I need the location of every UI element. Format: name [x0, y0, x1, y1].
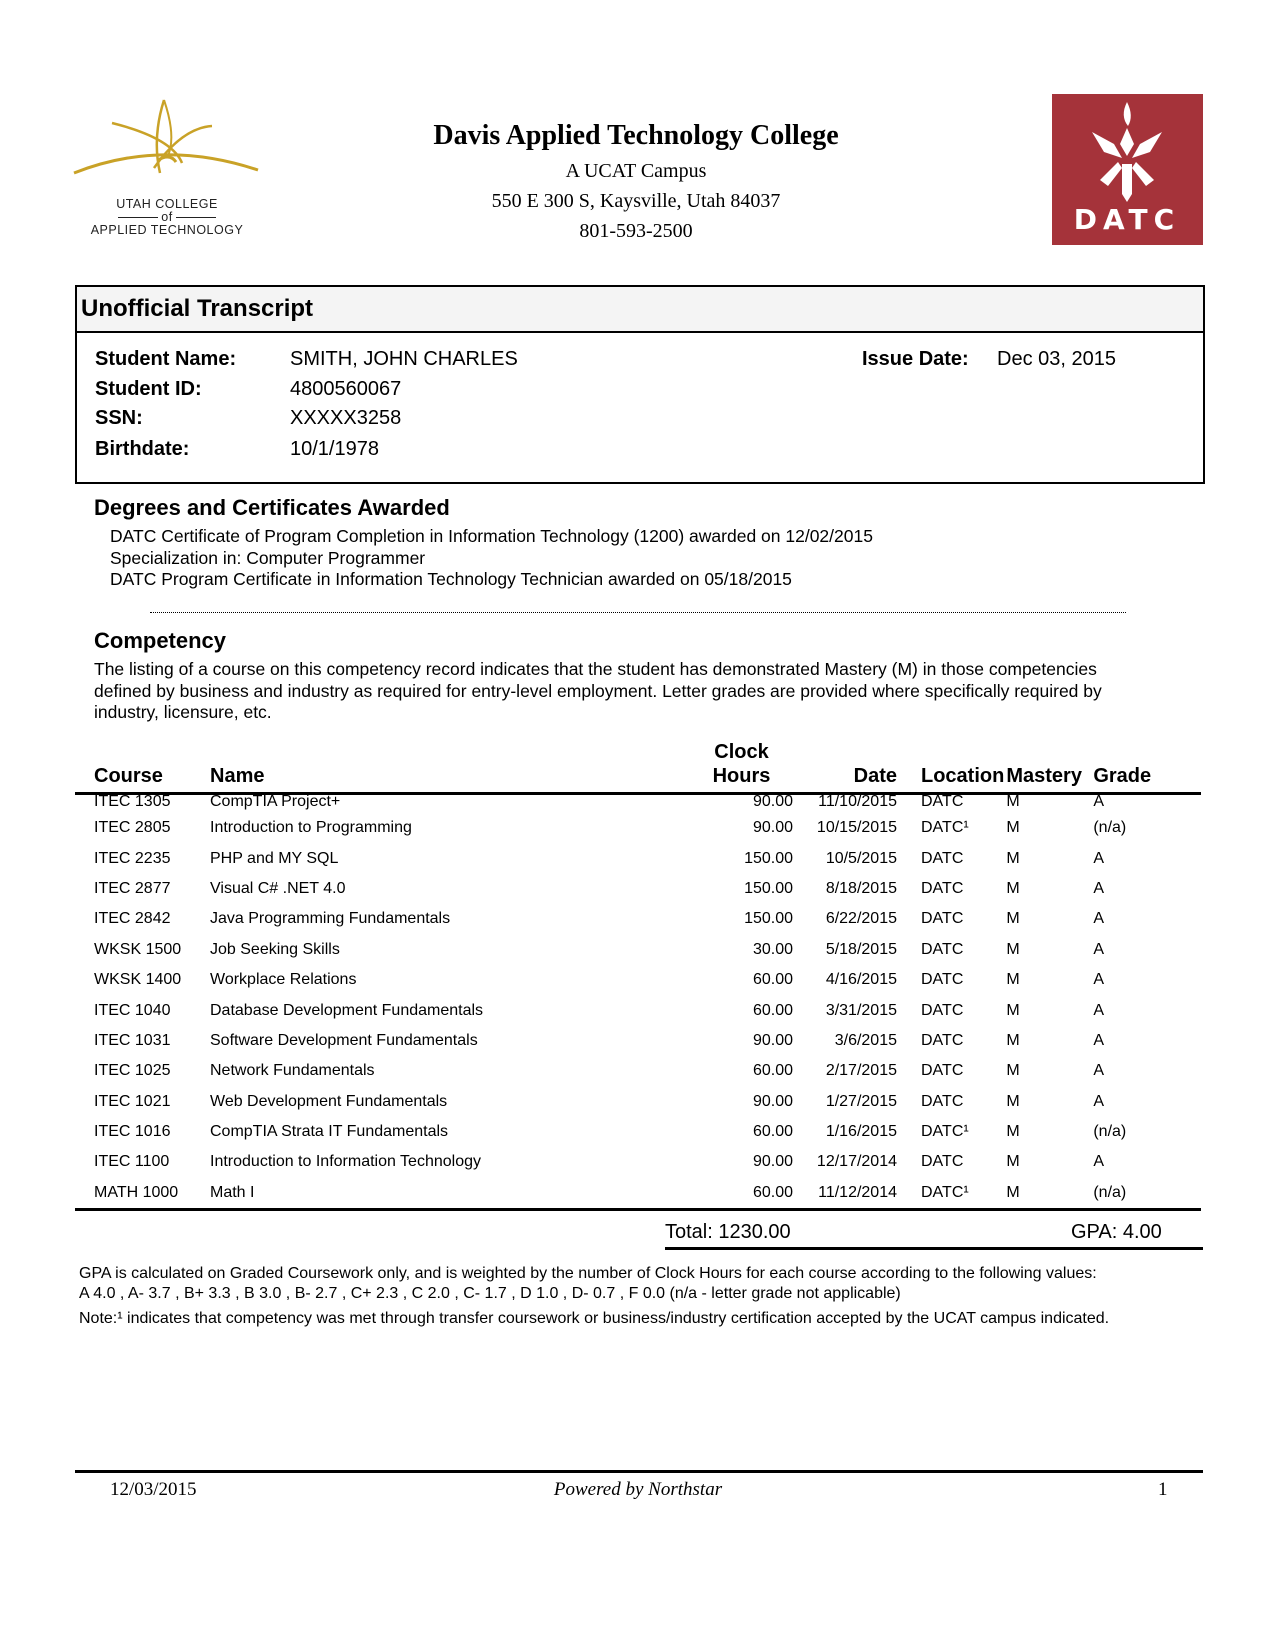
table-header-row: [75, 740, 1201, 794]
gpa-explanation: [79, 1264, 1097, 1304]
completion-date: 1/16/2015: [825, 1123, 897, 1141]
col-hours-bottom: Hours: [712, 765, 771, 787]
completion-date: 10/5/2015: [825, 849, 897, 867]
dotted-divider: [150, 612, 1126, 613]
grade: (n/a): [1093, 1123, 1127, 1141]
course-code: ITEC 1025: [94, 1062, 171, 1080]
completion-date: 4/16/2015: [825, 971, 897, 989]
course-name: CompTIA Strata IT Fundamentals: [210, 1123, 449, 1141]
course-name: Database Development Fundamentals: [210, 1001, 484, 1019]
course-name: Network Fundamentals: [210, 1062, 375, 1080]
clock-hours: 150.00: [744, 879, 793, 897]
course-code: ITEC 2842: [94, 910, 171, 928]
course-name: Visual C# .NET 4.0: [210, 879, 346, 897]
table-row: [75, 1178, 1201, 1210]
gpa-value: GPA: 4.00: [1071, 1221, 1162, 1243]
course-name: Math I: [210, 1178, 690, 1210]
clock-hours: 60.00: [752, 1062, 793, 1080]
grade: A: [1093, 1001, 1105, 1019]
location: DATC: [921, 1092, 964, 1110]
location: DATC¹: [897, 1178, 1004, 1210]
grade: A: [1093, 1092, 1105, 1110]
completion-date: 10/15/2015: [816, 819, 897, 837]
page-number: 1: [1158, 1479, 1168, 1500]
competency-line: defined by business and industry as required for entry-level employment. Letter grades are provided where specifically required by: [94, 680, 1102, 701]
student-id-value: 4800560067: [290, 378, 402, 400]
grade: A: [1093, 849, 1105, 867]
clock-hours: 90.00: [752, 1092, 793, 1110]
transcript-header: [77, 287, 1203, 333]
competency-heading: Competency: [94, 628, 227, 653]
completion-date: 3/6/2015: [834, 1031, 897, 1049]
table-row: [75, 1087, 1201, 1117]
col-hours: [690, 740, 793, 794]
datc-logo: [1052, 94, 1203, 245]
course-code: MATH 1000: [75, 1178, 210, 1210]
table-row: [75, 1056, 1201, 1086]
clock-hours: 60.00: [752, 971, 793, 989]
table-row: [75, 813, 1201, 843]
student-info-box: [75, 285, 1205, 484]
grade: A: [1093, 1062, 1105, 1080]
location: DATC: [921, 1031, 964, 1049]
clock-hours: 60.00: [690, 1178, 793, 1210]
col-mastery: Mastery: [1004, 740, 1093, 794]
birthdate-label: Birthdate:: [95, 438, 190, 460]
completion-date: 8/18/2015: [825, 879, 897, 897]
course-code: ITEC 1021: [94, 1092, 171, 1110]
mastery: M: [1006, 849, 1020, 867]
transcript-title: Unofficial Transcript: [81, 295, 314, 322]
col-name: Name: [210, 740, 690, 794]
totals-row: [665, 1221, 1203, 1250]
table-row: [75, 965, 1201, 995]
clock-hours: 30.00: [752, 940, 793, 958]
footnote: Note:¹ indicates that competency was met through transfer coursework or business/industry certification accepted by the UCAT campus indicated.: [79, 1310, 1110, 1327]
course-code: ITEC 1016: [94, 1123, 171, 1141]
student-id-label: Student ID:: [95, 378, 202, 400]
table-row: [75, 904, 1201, 934]
course-code: ITEC 1100: [94, 1153, 170, 1171]
location: DATC¹: [921, 1123, 969, 1141]
student-name-value: SMITH, JOHN CHARLES: [290, 348, 518, 370]
footer-powered-by: Powered by Northstar: [553, 1479, 723, 1500]
course-name: Introduction to Information Technology: [210, 1153, 481, 1171]
course-name: Workplace Relations: [210, 971, 357, 989]
grade: A: [1093, 879, 1105, 897]
grade: A: [1093, 1031, 1105, 1049]
gpa-note-line: GPA is calculated on Graded Coursework only, and is weighted by the number of Clock Hours for each course according to the following values:: [79, 1265, 1097, 1282]
mastery: M: [1006, 793, 1020, 810]
grade: A: [1093, 971, 1105, 989]
completion-date: 2/17/2015: [825, 1062, 897, 1080]
degree-line: DATC Certificate of Program Completion in Information Technology (1200) awarded on 12/02/2015: [110, 526, 873, 546]
competency-description: [94, 659, 1102, 724]
course-name: Java Programming Fundamentals: [210, 910, 451, 928]
col-course: Course: [75, 740, 210, 794]
mastery: M: [1006, 1001, 1020, 1019]
course-code: ITEC 2805: [94, 819, 171, 837]
college-address: 550 E 300 S, Kaysville, Utah 84037: [491, 190, 781, 212]
grade: A: [1093, 940, 1105, 958]
completion-date: 5/18/2015: [825, 940, 897, 958]
completion-date: 12/17/2014: [816, 1153, 897, 1171]
course-name: Web Development Fundamentals: [210, 1092, 448, 1110]
course-name: Software Development Fundamentals: [210, 1031, 478, 1049]
clock-hours: 60.00: [752, 1001, 793, 1019]
competency-line: The listing of a course on this competency record indicates that the student has demonstrated Mastery (M) in those competencies: [94, 659, 1097, 679]
col-location: Location: [897, 740, 1004, 794]
course-name: Introduction to Programming: [210, 819, 412, 837]
grade: (n/a): [1093, 819, 1127, 837]
college-phone: 801-593-2500: [579, 220, 693, 242]
location: DATC: [921, 1153, 964, 1171]
clock-hours: 90.00: [752, 1031, 793, 1049]
ucat-star-icon: [72, 98, 262, 193]
mastery: M: [1006, 1062, 1020, 1080]
table-row: [75, 874, 1201, 904]
footer-divider: [75, 1470, 1203, 1473]
ucat-logo: [72, 98, 262, 238]
mastery: M: [1006, 940, 1020, 958]
completion-date: 3/31/2015: [825, 1001, 897, 1019]
datc-flower-icon: [1052, 94, 1203, 245]
completion-date: 11/12/2014: [793, 1178, 897, 1210]
footer-date: 12/03/2015: [110, 1479, 197, 1500]
ssn-value: XXXXX3258: [290, 407, 402, 429]
grade: A: [1093, 910, 1105, 928]
college-subtitle: A UCAT Campus: [565, 160, 707, 182]
course-code: ITEC 2877: [94, 879, 171, 897]
table-row: [75, 935, 1201, 965]
completion-date: 11/10/2015: [818, 793, 897, 810]
table-row: [75, 1026, 1201, 1056]
course-name: CompTIA Project+: [210, 793, 341, 810]
mastery: M: [1006, 1092, 1020, 1110]
clock-hours: 150.00: [744, 910, 793, 928]
ucat-logo-line3: APPLIED TECHNOLOGY: [90, 223, 244, 237]
mastery: M: [1006, 910, 1020, 928]
competency-line: industry, licensure, etc.: [94, 702, 272, 722]
mastery: M: [1006, 879, 1020, 897]
location: DATC: [921, 1001, 964, 1019]
student-name-label: Student Name:: [95, 348, 237, 370]
clock-hours: 150.00: [744, 849, 793, 867]
degree-line: DATC Program Certificate in Information Technology Technician awarded on 05/18/2015: [110, 569, 792, 589]
grade: (n/a): [1093, 1178, 1201, 1210]
mastery: M: [1006, 971, 1020, 989]
clock-hours: 90.00: [752, 1153, 793, 1171]
col-grade: Grade: [1093, 740, 1201, 794]
mastery: M: [1006, 819, 1020, 837]
table-row: [75, 1117, 1201, 1147]
issue-date-label: Issue Date:: [862, 348, 969, 370]
course-table: [75, 740, 1201, 1211]
mastery: M: [1006, 1153, 1020, 1171]
mastery: M: [1006, 1031, 1020, 1049]
location: DATC: [921, 1062, 964, 1080]
location: DATC: [921, 849, 964, 867]
course-code: WKSK 1500: [94, 940, 182, 958]
gpa-scale-line: A 4.0 , A- 3.7 , B+ 3.3 , B 3.0 , B- 2.7 , C+ 2.3 , C 2.0 , C- 1.7 , D 1.0 , D- 0.7 , F 0.0 (n/a - letter grade not applicable): [79, 1285, 901, 1302]
birthdate-value: 10/1/1978: [290, 438, 379, 460]
degrees-list: [110, 526, 873, 591]
college-name: Davis Applied Technology College: [433, 120, 839, 151]
col-hours-top: Clock: [714, 741, 769, 763]
course-code: WKSK 1400: [94, 971, 182, 989]
issue-date-value: Dec 03, 2015: [997, 348, 1116, 370]
table-row: [75, 1147, 1201, 1177]
location: DATC: [921, 793, 964, 810]
ucat-logo-line1: UTAH COLLEGE: [116, 197, 218, 211]
degrees-heading: Degrees and Certificates Awarded: [94, 495, 450, 520]
location: DATC: [921, 971, 964, 989]
course-name: Job Seeking Skills: [210, 940, 340, 958]
location: DATC: [921, 879, 964, 897]
course-code: ITEC 1040: [94, 1001, 171, 1019]
completion-date: 6/22/2015: [825, 910, 897, 928]
ssn-label: SSN:: [95, 407, 143, 429]
course-code: ITEC 1031: [94, 1031, 171, 1049]
clock-hours: 60.00: [752, 1123, 793, 1141]
table-row: [75, 843, 1201, 873]
col-date: Date: [793, 740, 897, 794]
degree-line: Specialization in: Computer Programmer: [110, 547, 426, 568]
datc-logo-text: DATC: [1073, 203, 1181, 236]
ucat-logo-line2: of: [161, 210, 173, 224]
course-code: ITEC 1305: [94, 793, 171, 810]
clock-hours: 90.00: [752, 793, 793, 810]
mastery: M: [1006, 1123, 1020, 1141]
course-code: ITEC 2235: [94, 849, 171, 867]
total-hours: Total: 1230.00: [665, 1221, 791, 1243]
table-row: [75, 995, 1201, 1025]
table-row: [75, 794, 1201, 814]
completion-date: 1/27/2015: [825, 1092, 897, 1110]
grade: A: [1093, 1153, 1105, 1171]
location: DATC¹: [921, 819, 969, 837]
location: DATC: [921, 940, 964, 958]
course-name: PHP and MY SQL: [210, 849, 339, 867]
clock-hours: 90.00: [752, 819, 793, 837]
mastery: M: [1004, 1178, 1093, 1210]
grade: A: [1093, 793, 1105, 810]
location: DATC: [921, 910, 964, 928]
